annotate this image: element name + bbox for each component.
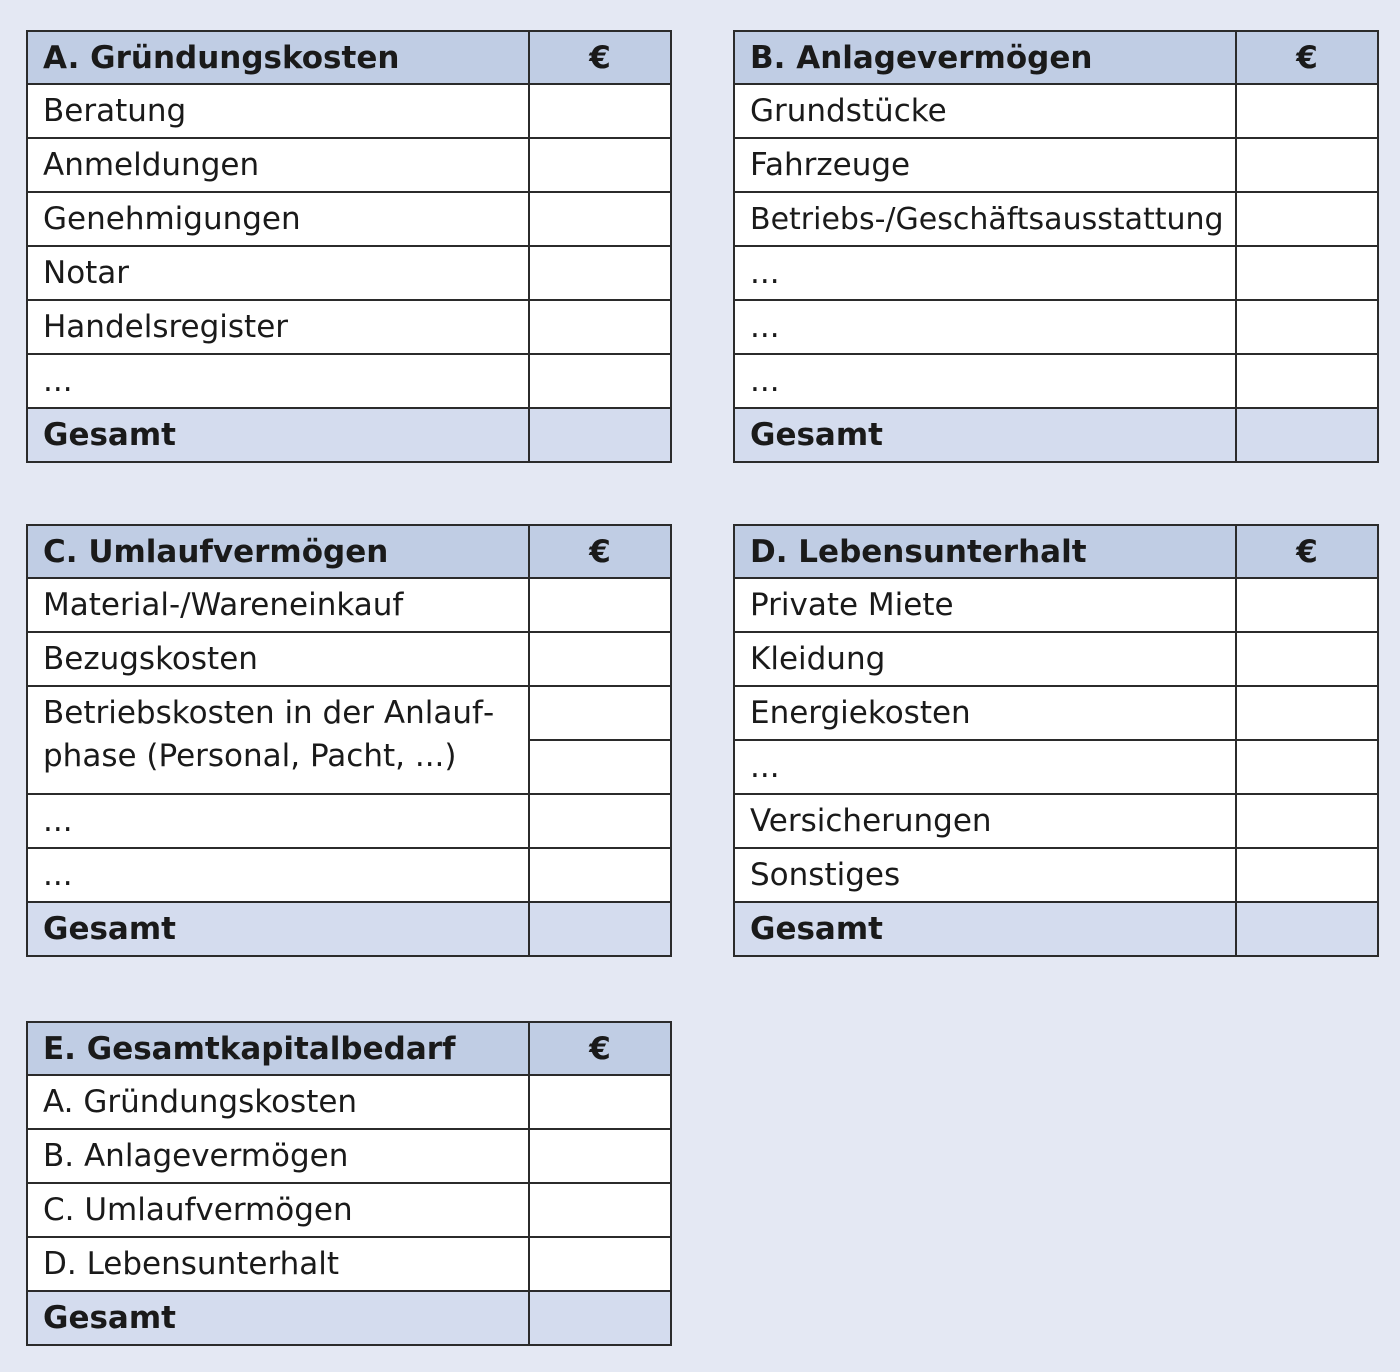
amount-cell[interactable] — [1236, 84, 1378, 138]
table-row — [734, 632, 1378, 686]
table-row — [734, 578, 1378, 632]
table-row — [734, 848, 1378, 902]
currency-header: € — [529, 31, 671, 84]
total-label: Gesamt — [27, 408, 529, 462]
table-anlagevermoegen — [733, 30, 1379, 463]
table-row — [734, 794, 1378, 848]
total-row — [27, 902, 671, 956]
table-header — [734, 31, 1378, 84]
amount-cell[interactable] — [529, 138, 671, 192]
table-row — [734, 84, 1378, 138]
table-row — [734, 354, 1378, 408]
row-label: Material-/Wareneinkauf — [27, 578, 529, 632]
table-row — [27, 686, 671, 740]
amount-cell[interactable] — [1236, 848, 1378, 902]
table-title: C. Umlaufvermögen — [27, 525, 529, 578]
table-gruendungskosten — [26, 30, 672, 463]
row-label: Versicherungen — [734, 794, 1236, 848]
amount-cell[interactable] — [529, 1183, 671, 1237]
table-row — [27, 848, 671, 902]
total-label: Gesamt — [27, 1291, 529, 1345]
amount-cell[interactable] — [1236, 246, 1378, 300]
table-title: B. Anlagevermögen — [734, 31, 1236, 84]
table-gesamtkapitalbedarf — [26, 1021, 672, 1346]
table-header — [27, 525, 671, 578]
table-row — [734, 192, 1378, 246]
row-label-ellipsis: ... — [734, 740, 1236, 794]
table-title: D. Lebensunterhalt — [734, 525, 1236, 578]
row-label-ellipsis: ... — [27, 794, 529, 848]
amount-cell[interactable] — [1236, 686, 1378, 740]
amount-cell[interactable] — [529, 1237, 671, 1291]
row-label-ellipsis: ... — [27, 848, 529, 902]
total-label: Gesamt — [734, 408, 1236, 462]
amount-cell[interactable] — [1236, 192, 1378, 246]
amount-cell[interactable] — [529, 686, 671, 740]
row-label: Notar — [27, 246, 529, 300]
table-row — [734, 300, 1378, 354]
amount-cell[interactable] — [529, 354, 671, 408]
amount-cell[interactable] — [529, 246, 671, 300]
amount-cell[interactable] — [529, 740, 671, 794]
table-row — [27, 794, 671, 848]
amount-cell[interactable] — [1236, 578, 1378, 632]
table-row — [27, 300, 671, 354]
table-row — [27, 246, 671, 300]
total-label: Gesamt — [734, 902, 1236, 956]
row-label: Grundstücke — [734, 84, 1236, 138]
total-amount-cell[interactable] — [529, 1291, 671, 1345]
amount-cell[interactable] — [529, 578, 671, 632]
table-lebensunterhalt — [733, 524, 1379, 957]
row-label: Kleidung — [734, 632, 1236, 686]
total-amount-cell[interactable] — [529, 902, 671, 956]
table-row — [734, 740, 1378, 794]
amount-cell[interactable] — [1236, 138, 1378, 192]
total-amount-cell[interactable] — [529, 408, 671, 462]
amount-cell[interactable] — [1236, 632, 1378, 686]
amount-cell[interactable] — [529, 192, 671, 246]
row-label-ellipsis: ... — [27, 354, 529, 408]
row-label: D. Lebensunterhalt — [27, 1237, 529, 1291]
amount-cell[interactable] — [1236, 740, 1378, 794]
table-row — [734, 246, 1378, 300]
row-label: Genehmigungen — [27, 192, 529, 246]
table-row — [27, 1183, 671, 1237]
total-amount-cell[interactable] — [1236, 902, 1378, 956]
row-label: Bezugskosten — [27, 632, 529, 686]
row-label: Betriebs-/Geschäftsausstattung — [734, 192, 1236, 246]
table-umlaufvermoegen — [26, 524, 672, 957]
total-row — [27, 408, 671, 462]
table-header — [27, 1022, 671, 1075]
total-amount-cell[interactable] — [1236, 408, 1378, 462]
currency-header: € — [1236, 31, 1378, 84]
row-label: Private Miete — [734, 578, 1236, 632]
table-header — [27, 31, 671, 84]
table-row — [27, 578, 671, 632]
row-label: Handelsregister — [27, 300, 529, 354]
table-row — [27, 192, 671, 246]
row-label: A. Gründungskosten — [27, 1075, 529, 1129]
table-row — [27, 354, 671, 408]
row-label-ellipsis: ... — [734, 300, 1236, 354]
row-label-ellipsis: ... — [734, 246, 1236, 300]
row-label: Beratung — [27, 84, 529, 138]
amount-cell[interactable] — [1236, 300, 1378, 354]
table-row — [27, 632, 671, 686]
total-row — [27, 1291, 671, 1345]
table-row — [27, 1237, 671, 1291]
table-row — [734, 686, 1378, 740]
table-header — [734, 525, 1378, 578]
table-row — [27, 1075, 671, 1129]
currency-header: € — [529, 1022, 671, 1075]
amount-cell[interactable] — [529, 300, 671, 354]
table-row — [27, 1129, 671, 1183]
amount-cell[interactable] — [1236, 794, 1378, 848]
row-label: B. Anlagevermögen — [27, 1129, 529, 1183]
currency-header: € — [1236, 525, 1378, 578]
row-label: C. Umlaufvermögen — [27, 1183, 529, 1237]
row-label-ellipsis: ... — [734, 354, 1236, 408]
total-row — [734, 902, 1378, 956]
row-label-multiline: Betriebskosten in der Anlaufphase (Personal, Pacht, ...) — [27, 686, 529, 794]
amount-cell[interactable] — [529, 1129, 671, 1183]
table-row — [27, 138, 671, 192]
row-label: Sonstiges — [734, 848, 1236, 902]
row-label: Energiekosten — [734, 686, 1236, 740]
amount-cell[interactable] — [529, 848, 671, 902]
table-row — [27, 84, 671, 138]
currency-header: € — [529, 525, 671, 578]
table-row — [734, 138, 1378, 192]
amount-cell[interactable] — [529, 84, 671, 138]
amount-cell[interactable] — [1236, 354, 1378, 408]
row-label: Fahrzeuge — [734, 138, 1236, 192]
table-title: E. Gesamtkapitalbedarf — [27, 1022, 529, 1075]
total-label: Gesamt — [27, 902, 529, 956]
table-title: A. Gründungskosten — [27, 31, 529, 84]
amount-cell[interactable] — [529, 794, 671, 848]
amount-cell[interactable] — [529, 1075, 671, 1129]
row-label: Anmeldungen — [27, 138, 529, 192]
total-row — [734, 408, 1378, 462]
amount-cell[interactable] — [529, 632, 671, 686]
